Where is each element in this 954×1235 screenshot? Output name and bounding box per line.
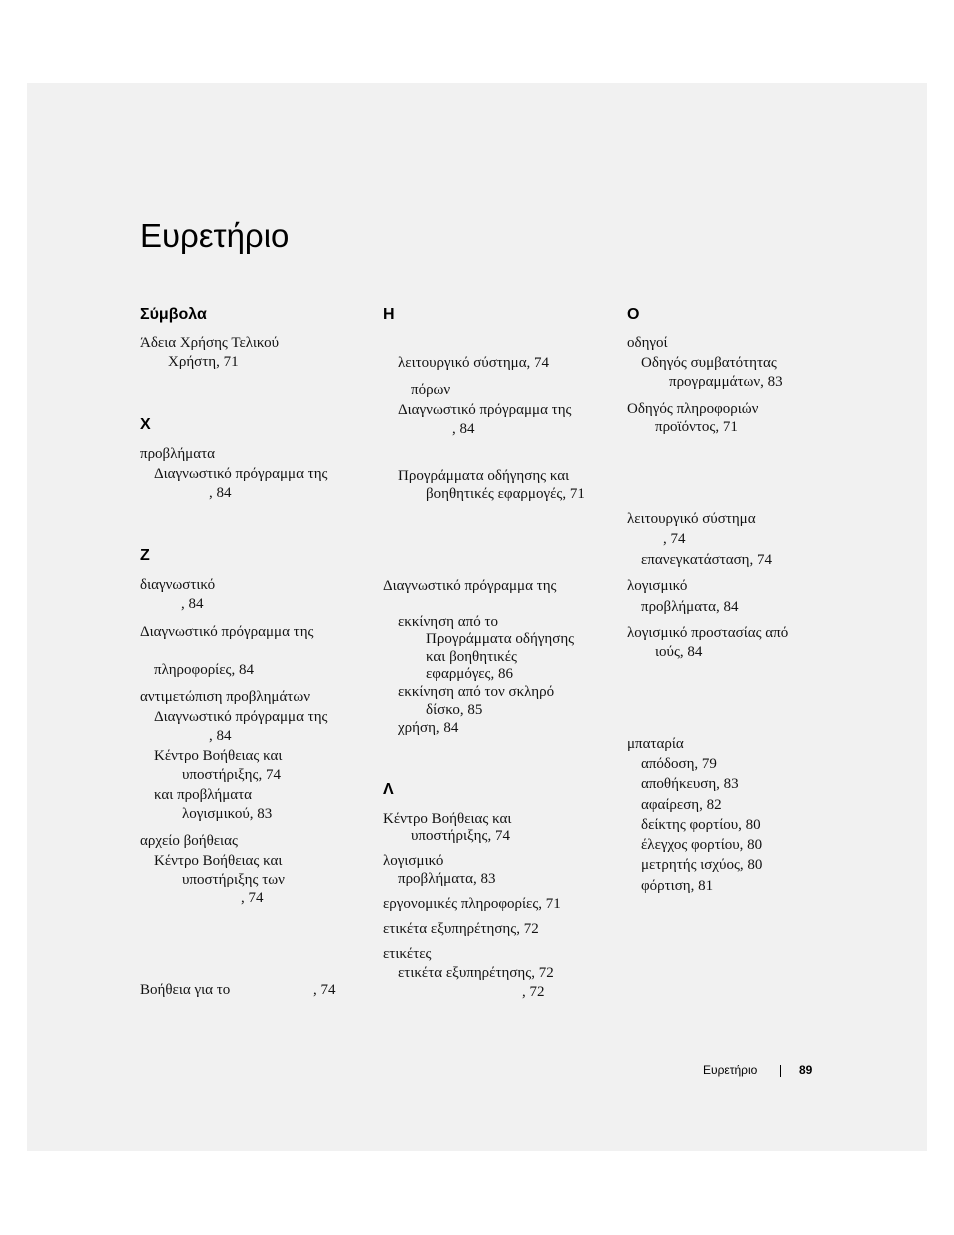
section-heading-zeta: Ζ	[140, 547, 150, 564]
index-entry: εκκίνηση από το	[398, 614, 498, 630]
index-entry: , 74	[313, 982, 336, 998]
index-entry: , 84	[209, 485, 232, 501]
index-entry: Διαγνωστικό πρόγραμμα της	[383, 578, 557, 594]
index-entry: χρήση, 84	[398, 720, 459, 736]
index-entry: αφαίρεση, 82	[641, 797, 722, 813]
index-entry: διαγνωστικό	[140, 577, 216, 593]
index-entry: έλεγχος φορτίου, 80	[641, 837, 763, 853]
index-entry: αρχείο βοήθειας	[140, 833, 238, 849]
index-entry: επανεγκατάσταση, 74	[641, 552, 773, 568]
index-entry: Προγράμματα οδήγησης και	[398, 468, 570, 484]
index-entry: αποθήκευση, 83	[641, 776, 739, 792]
index-entry: ετικέτα εξυπηρέτησης, 72	[383, 921, 539, 937]
index-entry: δείκτης φορτίου, 80	[641, 817, 761, 833]
index-entry: Βοήθεια για το	[140, 982, 231, 998]
index-entry: πληροφορίες, 84	[154, 662, 254, 678]
index-entry: Διαγνωστικό πρόγραμμα της	[140, 624, 314, 640]
index-entry: λειτουργικό σύστημα, 74	[398, 355, 550, 371]
index-entry: ετικέτα εξυπηρέτησης, 72	[398, 965, 554, 981]
index-entry: προβλήματα	[140, 446, 215, 462]
section-heading-symbols: Σύμβολα	[140, 306, 207, 323]
section-heading-chi: Χ	[140, 416, 151, 433]
index-entry: προϊόντος, 71	[655, 419, 738, 435]
index-entry: λογισμικού, 83	[182, 806, 273, 822]
index-entry: προβλήματα, 83	[398, 871, 496, 887]
index-entry: λογισμικό	[383, 853, 444, 869]
index-entry: απόδοση, 79	[641, 756, 717, 772]
index-entry: Κέντρο Βοήθειας και	[154, 748, 283, 764]
section-heading-lambda: Λ	[383, 781, 394, 798]
index-entry: εκκίνηση από τον σκληρό	[398, 684, 555, 700]
section-heading-omicron: Ο	[627, 306, 640, 323]
index-entry: , 84	[209, 728, 232, 744]
index-entry: , 72	[522, 984, 545, 1000]
index-entry: λογισμικό	[627, 578, 688, 594]
index-entry: λειτουργικό σύστημα	[627, 511, 756, 527]
index-entry: , 84	[181, 596, 204, 612]
index-entry: προβλήματα, 84	[641, 599, 739, 615]
page-title: Ευρετήριο	[140, 217, 290, 254]
index-entry: φόρτιση, 81	[641, 878, 714, 894]
index-entry: μπαταρία	[627, 736, 684, 752]
index-entry: Χρήστη, 71	[168, 354, 239, 370]
section-heading-eta: Η	[383, 306, 395, 323]
index-entry: δίσκο, 85	[426, 702, 483, 718]
index-entry: προγραμμάτων, 83	[669, 374, 783, 390]
index-entry: αντιμετώπιση προβλημάτων	[140, 689, 310, 705]
index-entry: οδηγοί	[627, 335, 668, 351]
page-number: 89	[799, 1063, 813, 1077]
index-entry: υποστήριξης, 74	[182, 767, 281, 783]
index-entry: εφαρμόγες, 86	[426, 666, 513, 682]
index-entry: ιούς, 84	[655, 644, 703, 660]
index-entry: Προγράμματα οδήγησης	[426, 631, 575, 647]
index-entry: βοηθητικές εφαρμογές, 71	[426, 486, 585, 502]
index-entry: υποστήριξης των	[182, 872, 285, 888]
index-entry: λογισμικό προστασίας από	[627, 625, 789, 641]
index-entry: Κέντρο Βοήθειας και	[154, 853, 283, 869]
index-entry: Κέντρο Βοήθειας και	[383, 811, 512, 827]
index-entry: Διαγνωστικό πρόγραμμα της	[154, 466, 328, 482]
index-entry: ετικέτες	[383, 946, 432, 962]
index-entry: Διαγνωστικό πρόγραμμα της	[398, 402, 572, 418]
footer-separator	[780, 1065, 781, 1077]
index-entry: Διαγνωστικό πρόγραμμα της	[154, 709, 328, 725]
index-entry: , 84	[452, 421, 475, 437]
index-entry: , 74	[241, 890, 264, 906]
footer-section-label: Ευρετήριο	[703, 1063, 758, 1077]
index-entry: Οδηγός πληροφοριών	[627, 401, 759, 417]
index-entry: Άδεια Χρήσης Τελικού	[140, 335, 280, 351]
index-entry: , 74	[663, 531, 686, 547]
index-entry: και βοηθητικές	[426, 649, 517, 665]
index-entry: μετρητής ισχύος, 80	[641, 857, 763, 873]
index-entry: Οδηγός συμβατότητας	[641, 355, 777, 371]
index-entry: εργονομικές πληροφορίες, 71	[383, 896, 561, 912]
index-entry: πόρων	[411, 382, 451, 398]
index-entry: υποστήριξης, 74	[411, 828, 510, 844]
index-entry: και προβλήματα	[154, 787, 253, 803]
